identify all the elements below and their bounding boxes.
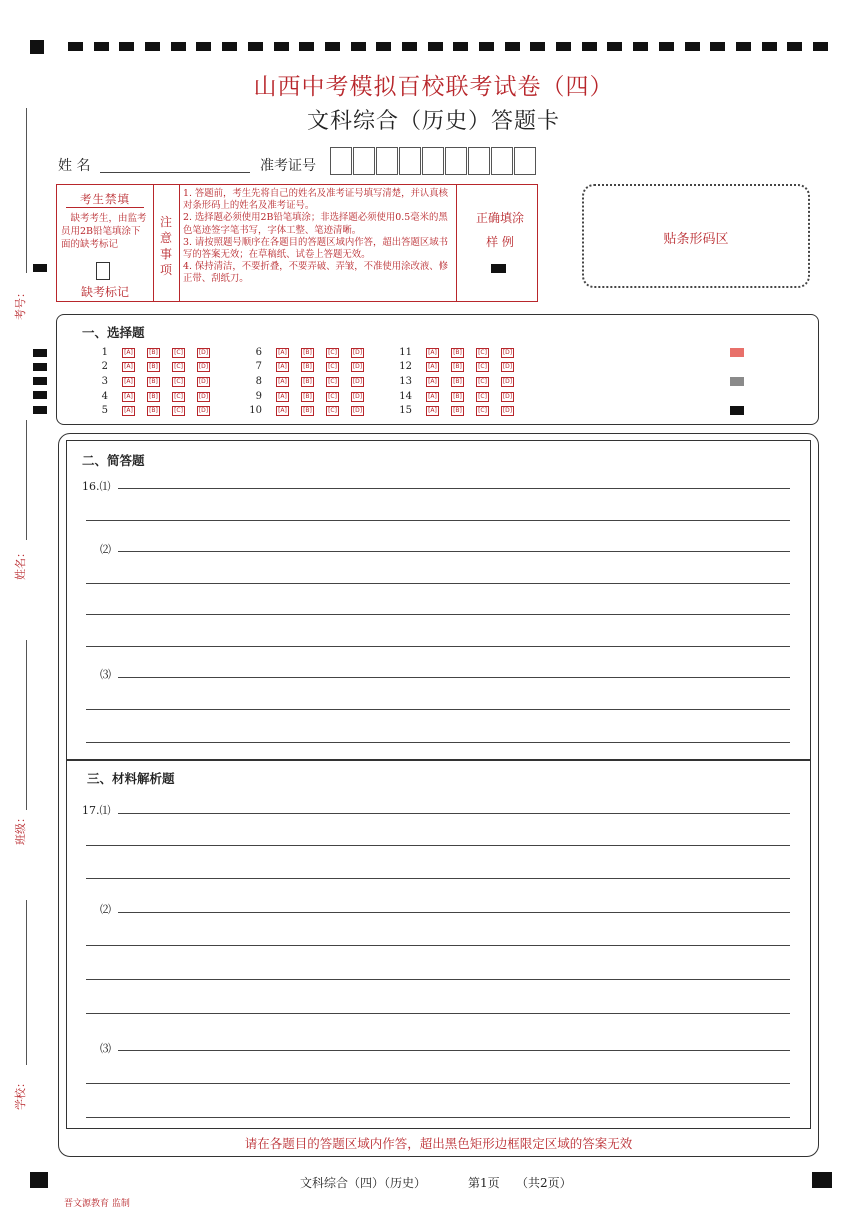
answer-line[interactable] bbox=[86, 583, 790, 584]
option-bubble[interactable]: [B] bbox=[301, 392, 314, 402]
question-number: 13 bbox=[399, 376, 412, 387]
answer-line[interactable] bbox=[118, 1050, 790, 1051]
absent-mark-box[interactable] bbox=[96, 262, 110, 280]
side-label-school: 学校： bbox=[14, 1077, 27, 1110]
option-bubble[interactable]: [C] bbox=[476, 377, 489, 387]
option-bubble[interactable]: [C] bbox=[326, 362, 339, 372]
answer-line[interactable] bbox=[118, 912, 790, 913]
option-bubble[interactable]: [C] bbox=[476, 348, 489, 358]
side-mark bbox=[33, 377, 47, 385]
answer-line[interactable] bbox=[86, 709, 790, 710]
absent-title: 考生禁填 bbox=[80, 192, 130, 206]
q16-part3-label: ⑶ bbox=[100, 668, 111, 681]
option-bubble[interactable]: [C] bbox=[172, 406, 185, 416]
question-number: 9 bbox=[255, 391, 262, 402]
option-bubble[interactable]: [B] bbox=[147, 392, 160, 402]
question-number: 5 bbox=[101, 405, 108, 416]
swatch-dark bbox=[730, 406, 744, 415]
option-bubble[interactable]: [D] bbox=[502, 407, 513, 414]
option-bubble[interactable]: [A] bbox=[426, 348, 439, 358]
name-label: 姓 名 bbox=[58, 158, 91, 174]
question-number: 6 bbox=[255, 347, 262, 358]
option-bubble[interactable]: [A] bbox=[276, 406, 289, 416]
answer-line[interactable] bbox=[86, 742, 790, 743]
question-number: 4 bbox=[101, 391, 108, 402]
answer-line[interactable] bbox=[86, 646, 790, 647]
option-bubble[interactable]: [D] bbox=[352, 349, 363, 356]
option-bubble[interactable]: [A] bbox=[122, 348, 135, 358]
option-bubble[interactable]: [B] bbox=[147, 406, 160, 416]
option-bubble[interactable]: [B] bbox=[147, 348, 160, 358]
boundary-warning: 请在各题目的答题区域内作答，超出黑色矩形边框限定区域的答案无效 bbox=[244, 1136, 633, 1151]
option-bubble[interactable]: [A] bbox=[122, 362, 135, 372]
answer-line[interactable] bbox=[86, 614, 790, 615]
side-mark bbox=[33, 406, 47, 414]
option-bubble[interactable]: [B] bbox=[301, 406, 314, 416]
answer-line[interactable] bbox=[86, 979, 790, 980]
option-bubble[interactable]: [A] bbox=[276, 348, 289, 358]
option-bubble[interactable]: [D] bbox=[198, 363, 209, 370]
question-number: 3 bbox=[101, 376, 108, 387]
question-number: 11 bbox=[399, 347, 412, 358]
side-mark bbox=[33, 391, 47, 399]
barcode-label: 贴条形码区 bbox=[663, 232, 729, 247]
sample-filled-bubble bbox=[491, 264, 506, 273]
question-number: 8 bbox=[255, 376, 262, 387]
option-bubble[interactable]: [B] bbox=[301, 348, 314, 358]
option-bubble[interactable]: [D] bbox=[352, 407, 363, 414]
option-bubble[interactable]: [A] bbox=[426, 362, 439, 372]
option-bubble[interactable]: [A] bbox=[276, 377, 289, 387]
option-bubble[interactable]: [D] bbox=[502, 363, 513, 370]
option-bubble[interactable]: [C] bbox=[172, 348, 185, 358]
side-mark bbox=[33, 349, 47, 357]
exam-title: 山西中考模拟百校联考试卷（四） bbox=[253, 74, 614, 100]
footer-total: （共2页） bbox=[516, 1176, 572, 1190]
question-number: 14 bbox=[399, 391, 412, 402]
exam-id-cell[interactable] bbox=[330, 147, 352, 175]
note-item: 2. 选择题必须使用2B铅笔填涂；非选择题必须使用0.5毫米的黑色笔迹签字笔书写，字体工整、笔迹清晰。 bbox=[183, 212, 448, 236]
answer-line[interactable] bbox=[118, 551, 790, 552]
question-number: 12 bbox=[399, 361, 412, 372]
side-label-exam-no: 考号： bbox=[14, 287, 27, 320]
choice-title: 一、选择题 bbox=[82, 325, 145, 340]
absent-instructions: 缺考考生，由监考员用2B铅笔填涂下面的缺考标记 bbox=[61, 213, 147, 250]
material-title: 三、材料解析题 bbox=[87, 771, 175, 786]
answer-line[interactable] bbox=[86, 878, 790, 879]
note-item: 4. 保持清洁，不要折叠，不要弄破、弄皱，不准使用涂改液、修正带、刮纸刀。 bbox=[183, 261, 449, 285]
side-mark bbox=[33, 264, 47, 272]
swatch-light bbox=[730, 348, 744, 357]
option-bubble[interactable]: [A] bbox=[276, 392, 289, 402]
timing-marks bbox=[68, 42, 828, 52]
side-label-name: 姓名： bbox=[14, 547, 27, 580]
sample-title: 正确填涂 bbox=[475, 211, 524, 225]
q16-part1-label: 16.⑴ bbox=[82, 480, 111, 493]
option-bubble[interactable]: [D] bbox=[198, 378, 209, 385]
option-bubble[interactable]: [B] bbox=[147, 362, 160, 372]
answer-line[interactable] bbox=[118, 813, 790, 814]
q16-part2-label: ⑵ bbox=[100, 543, 111, 556]
option-bubble[interactable]: [B] bbox=[451, 377, 464, 387]
option-bubble[interactable]: [B] bbox=[301, 377, 314, 387]
q17-part3-label: ⑶ bbox=[100, 1042, 111, 1055]
answer-line[interactable] bbox=[86, 845, 790, 846]
option-bubble[interactable]: [C] bbox=[326, 406, 339, 416]
option-bubble[interactable]: [D] bbox=[352, 378, 363, 385]
question-number: 10 bbox=[249, 405, 262, 416]
answer-line[interactable] bbox=[86, 1117, 790, 1118]
answer-line[interactable] bbox=[86, 1013, 790, 1014]
option-bubble[interactable]: [C] bbox=[172, 392, 185, 402]
swatch-mid bbox=[730, 377, 744, 386]
exam-id-cell[interactable] bbox=[353, 147, 375, 175]
question-number: 7 bbox=[255, 361, 262, 372]
exam-id-cell[interactable] bbox=[399, 147, 421, 175]
option-bubble[interactable]: [A] bbox=[122, 377, 135, 387]
side-mark bbox=[33, 363, 47, 371]
option-bubble[interactable]: [B] bbox=[301, 362, 314, 372]
note-item: 3. 请按照题号顺序在各题目的答题区域内作答，超出答题区域书写的答案无效；在草稿纸、试卷上答题无效。 bbox=[183, 236, 449, 261]
option-bubble[interactable]: [D] bbox=[198, 349, 209, 356]
exam-id-cell[interactable] bbox=[445, 147, 467, 175]
card-subtitle: 文科综合（历史）答题卡 bbox=[306, 109, 560, 134]
option-bubble[interactable]: [C] bbox=[326, 377, 339, 387]
option-bubble[interactable]: [D] bbox=[198, 393, 209, 400]
option-bubble[interactable]: [C] bbox=[476, 362, 489, 372]
absent-mark-label: 缺考标记 bbox=[80, 285, 129, 299]
option-bubble[interactable]: [C] bbox=[476, 392, 489, 402]
option-bubble[interactable]: [C] bbox=[476, 406, 489, 416]
option-bubble[interactable]: [A] bbox=[276, 362, 289, 372]
corner-mark bbox=[30, 1172, 48, 1188]
answer-line[interactable] bbox=[86, 945, 790, 946]
answer-line[interactable] bbox=[118, 488, 790, 489]
option-bubble[interactable]: [D] bbox=[198, 407, 209, 414]
question-number: 15 bbox=[399, 405, 412, 416]
option-bubble[interactable]: [A] bbox=[122, 406, 135, 416]
option-bubble[interactable]: [D] bbox=[352, 363, 363, 370]
option-bubble[interactable]: [A] bbox=[426, 377, 439, 387]
answer-line[interactable] bbox=[118, 677, 790, 678]
side-label-class: 班级： bbox=[14, 812, 27, 845]
footer-publisher: 晋文源教育 监制 bbox=[64, 1199, 130, 1209]
option-bubble[interactable]: [C] bbox=[326, 348, 339, 358]
option-bubble[interactable]: [A] bbox=[122, 392, 135, 402]
option-bubble[interactable]: [D] bbox=[502, 378, 513, 385]
answer-line[interactable] bbox=[86, 520, 790, 521]
exam-id-cell[interactable] bbox=[491, 147, 513, 175]
corner-mark bbox=[812, 1172, 832, 1188]
exam-id-cell[interactable] bbox=[468, 147, 490, 175]
option-bubble[interactable]: [C] bbox=[172, 362, 185, 372]
sample-subtitle: 样 例 bbox=[486, 235, 514, 249]
option-bubble[interactable]: [D] bbox=[352, 393, 363, 400]
option-bubble[interactable]: [B] bbox=[451, 406, 464, 416]
exam-id-cell[interactable] bbox=[514, 147, 536, 175]
option-bubble[interactable]: [C] bbox=[172, 377, 185, 387]
option-bubble[interactable]: [D] bbox=[502, 349, 513, 356]
question-number: 2 bbox=[101, 361, 108, 372]
option-bubble[interactable]: [B] bbox=[147, 377, 160, 387]
option-bubble[interactable]: [B] bbox=[451, 392, 464, 402]
footer-page: 第1页 bbox=[468, 1176, 500, 1190]
option-bubble[interactable]: [A] bbox=[426, 406, 439, 416]
option-bubble[interactable]: [D] bbox=[502, 393, 513, 400]
notes-text bbox=[183, 188, 451, 286]
q17-part1-label: 17.⑴ bbox=[82, 804, 111, 817]
option-bubble[interactable]: [B] bbox=[451, 348, 464, 358]
short-answer-title: 二、简答题 bbox=[82, 453, 145, 468]
exam-id-cell[interactable] bbox=[376, 147, 398, 175]
question-number: 1 bbox=[101, 347, 108, 358]
exam-id-label: 准考证号 bbox=[260, 158, 316, 174]
exam-id-cell[interactable] bbox=[422, 147, 444, 175]
note-item: 1. 答题前，考生先将自己的姓名及准考证号填写清楚，并认真核对条形码上的姓名及准考证号。 bbox=[183, 188, 449, 212]
option-bubble[interactable]: [A] bbox=[426, 392, 439, 402]
notes-heading: 注意事项 bbox=[160, 215, 173, 277]
option-bubble[interactable]: [B] bbox=[451, 362, 464, 372]
option-bubble[interactable]: [C] bbox=[326, 392, 339, 402]
answer-line[interactable] bbox=[86, 1083, 790, 1084]
corner-mark bbox=[30, 40, 44, 54]
name-field[interactable] bbox=[100, 172, 250, 173]
footer-subject: 文科综合（四）（历史） bbox=[300, 1176, 427, 1190]
q17-part2-label: ⑵ bbox=[100, 903, 111, 916]
